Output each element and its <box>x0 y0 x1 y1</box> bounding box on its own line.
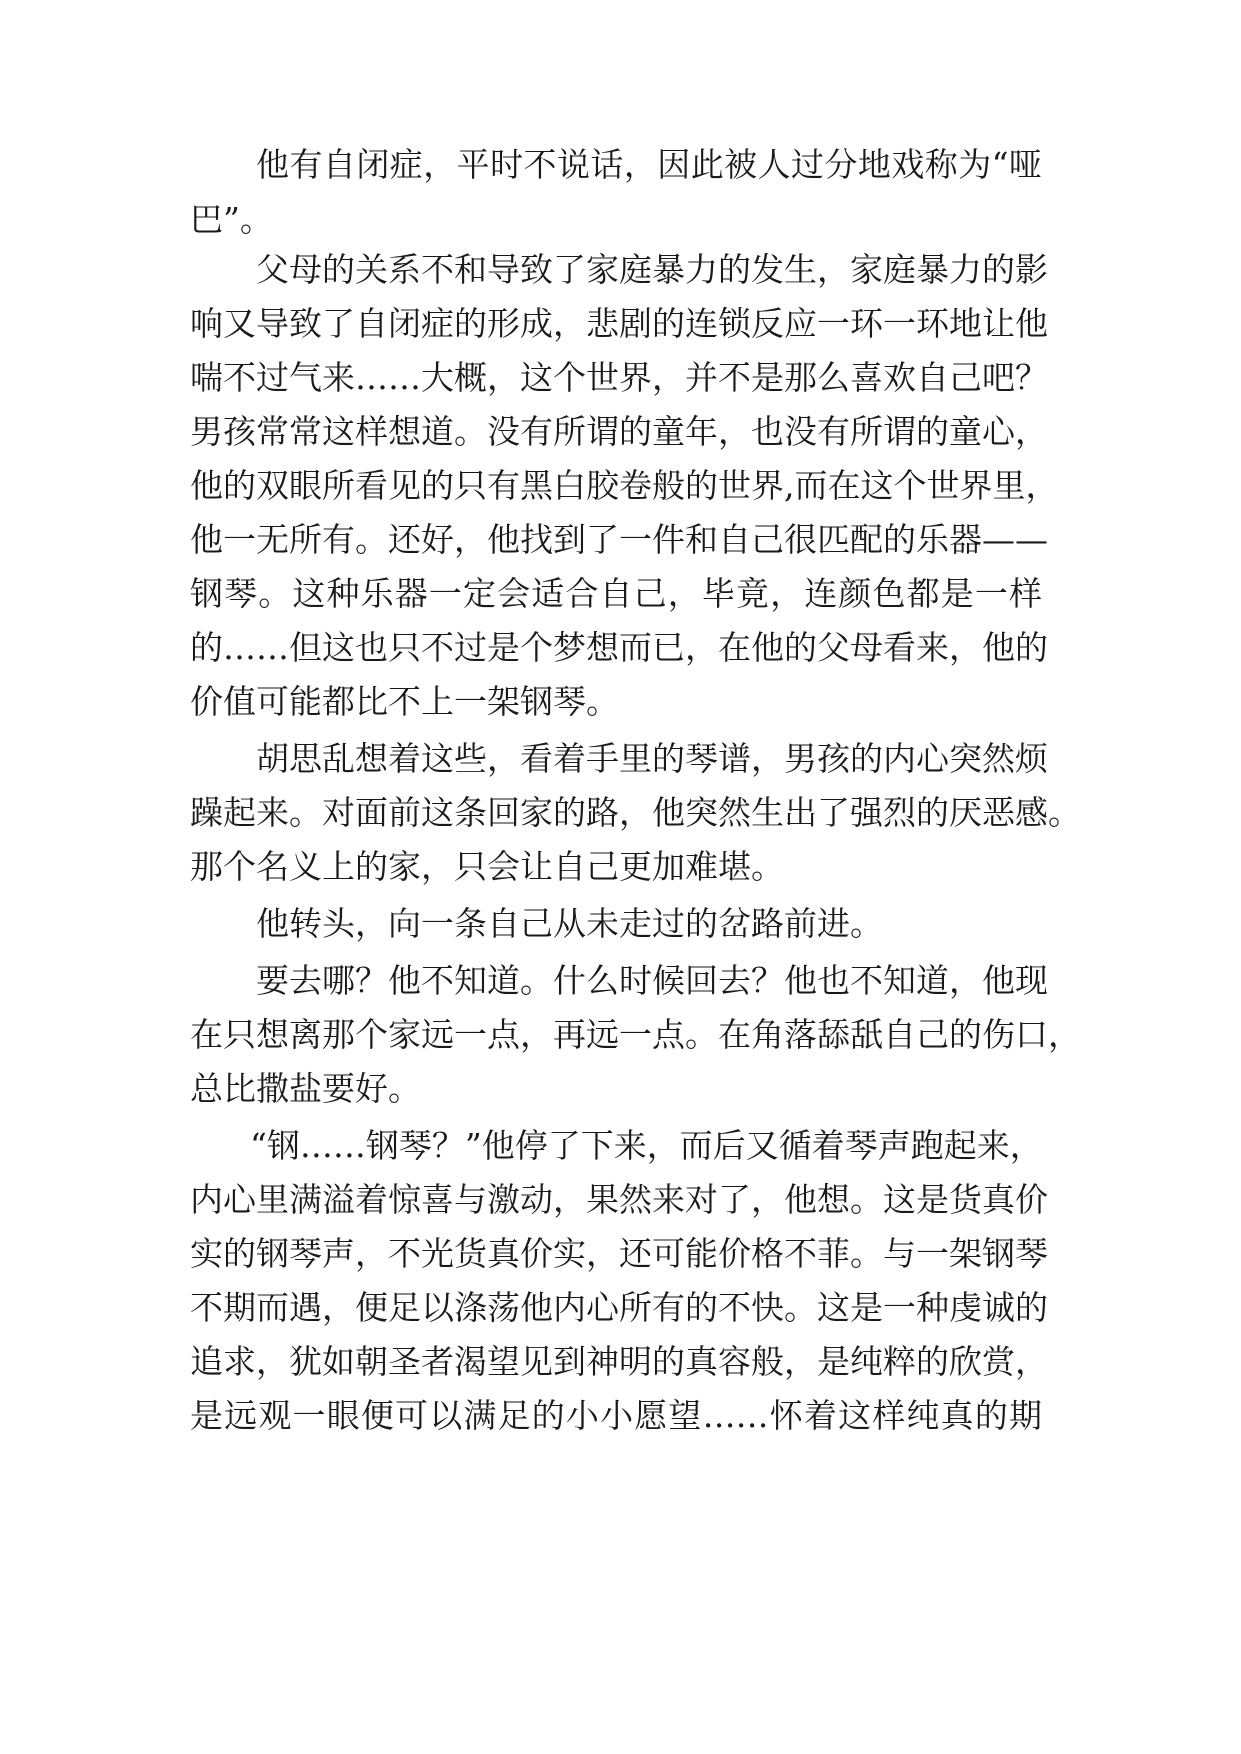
text-line: 他的双眼所看见的只有黑白胶卷般的世界,而在这个世界里， <box>190 466 1059 505</box>
text-line: 父母的关系不和导致了家庭暴力的发生，家庭暴力的影 <box>256 250 1048 289</box>
text-line: “钢……钢琴？”他停了下来，而后又循着琴声跑起来， <box>250 1126 1043 1165</box>
text-line: 喘不过气来……大概，这个世界，并不是那么喜欢自己吧？ <box>190 358 1048 397</box>
text-line: 要去哪？他不知道。什么时候回去？他也不知道，他现 <box>256 961 1048 1000</box>
text-line: 钢琴。这种乐器一定会适合自己，毕竟，连颜色都是一样 <box>190 574 1042 613</box>
text-line: 不期而遇，便足以涤荡他内心所有的不快。这是一种虔诚的 <box>190 1288 1048 1327</box>
text-line: 响又导致了自闭症的形成，悲剧的连锁反应一环一环地让他 <box>190 304 1048 343</box>
text-line: 总比撒盐要好。 <box>190 1069 421 1108</box>
text-line: 那个名义上的家，只会让自己更加难堪。 <box>190 847 784 886</box>
text-line: 他转头，向一条自己从未走过的岔路前进。 <box>256 904 883 943</box>
text-line: 追求，犹如朝圣者渴望见到神明的真容般，是纯粹的欣赏， <box>190 1342 1048 1381</box>
text-line: 他有自闭症，平时不说话，因此被人过分地戏称为“哑 <box>256 145 1042 184</box>
text-line: 价值可能都比不上一架钢琴。 <box>190 682 619 721</box>
text-line: 胡思乱想着这些，看着手里的琴谱，男孩的内心突然烦 <box>256 739 1048 778</box>
text-line: 躁起来。对面前这条回家的路，他突然生出了强烈的厌恶感。 <box>190 793 1081 832</box>
text-line: 是远观一眼便可以满足的小小愿望……怀着这样纯真的期 <box>190 1396 1042 1435</box>
text-line: 男孩常常这样想道。没有所谓的童年，也没有所谓的童心， <box>190 412 1048 451</box>
text-line: 在只想离那个家远一点，再远一点。在角落舔舐自己的伤口， <box>190 1015 1081 1054</box>
text-line: 巴”。 <box>190 200 273 239</box>
text-line: 他一无所有。还好，他找到了一件和自己很匹配的乐器—— <box>190 520 1048 559</box>
text-line: 内心里满溢着惊喜与激动，果然来对了，他想。这是货真价 <box>190 1180 1048 1219</box>
text-line: 实的钢琴声，不光货真价实，还可能价格不菲。与一架钢琴 <box>190 1234 1048 1273</box>
text-line: 的……但这也只不过是个梦想而已，在他的父母看来，他的 <box>190 628 1048 667</box>
